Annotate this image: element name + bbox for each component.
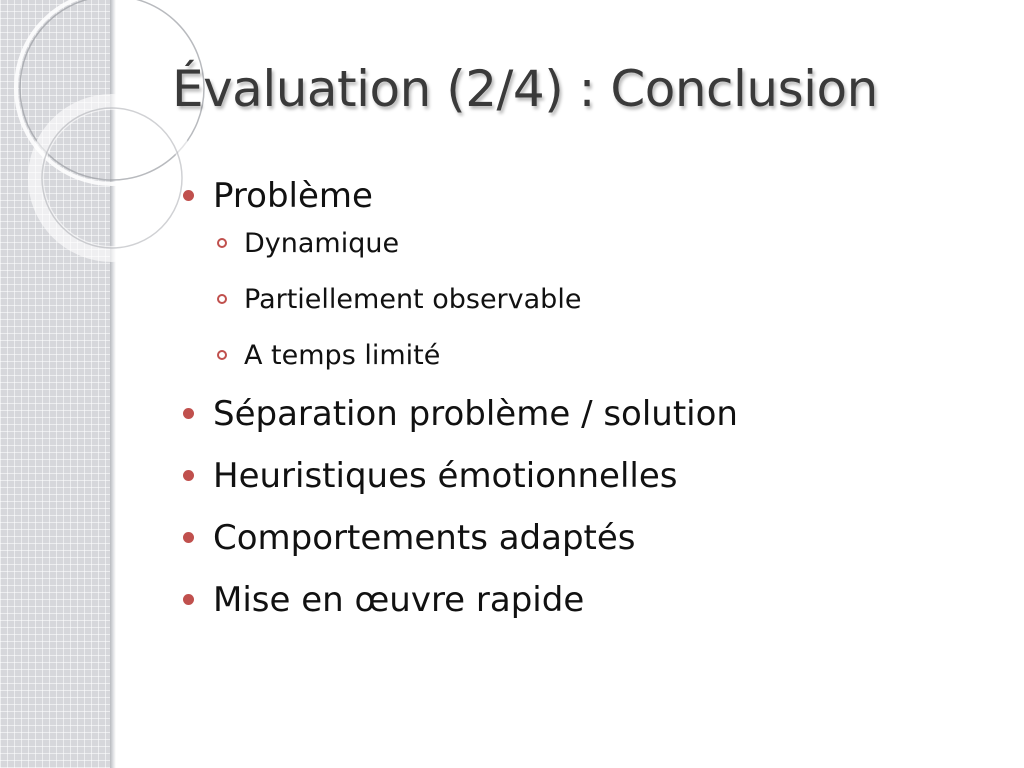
sub-bullet-item — [213, 224, 738, 264]
decorative-circles — [0, 0, 200, 260]
bullet-dot-icon — [183, 594, 194, 605]
bullet-item — [180, 576, 738, 624]
sub-bullet-ring-icon — [217, 350, 227, 360]
bullet-item — [180, 514, 738, 562]
bullet-text: Comportements adaptés — [213, 518, 636, 558]
bullet-item — [180, 390, 738, 438]
sub-bullet-item — [213, 280, 738, 320]
sub-bullet-text: Dynamique — [244, 228, 400, 259]
sub-bullet-item — [213, 336, 738, 376]
bullet-text: Heuristiques émotionnelles — [213, 456, 678, 496]
sub-bullet-ring-icon — [217, 238, 227, 248]
sub-bullet-list — [213, 224, 738, 376]
bullet-dot-icon — [183, 190, 194, 201]
bullet-item — [180, 452, 738, 500]
bullet-text: Problème — [213, 176, 373, 216]
bullet-text: Mise en œuvre rapide — [213, 580, 585, 620]
bullet-dot-icon — [183, 470, 194, 481]
sub-bullet-text: A temps limité — [244, 340, 441, 371]
sub-bullet-ring-icon — [217, 294, 227, 304]
slide-title: Évaluation (2/4) : Conclusion — [172, 60, 878, 118]
bullet-text: Séparation problème / solution — [213, 394, 738, 434]
bullet-dot-icon — [183, 532, 194, 543]
bullet-list — [180, 172, 738, 638]
bullet-item — [180, 172, 738, 376]
bullet-dot-icon — [183, 408, 194, 419]
sub-bullet-text: Partiellement observable — [244, 284, 582, 315]
